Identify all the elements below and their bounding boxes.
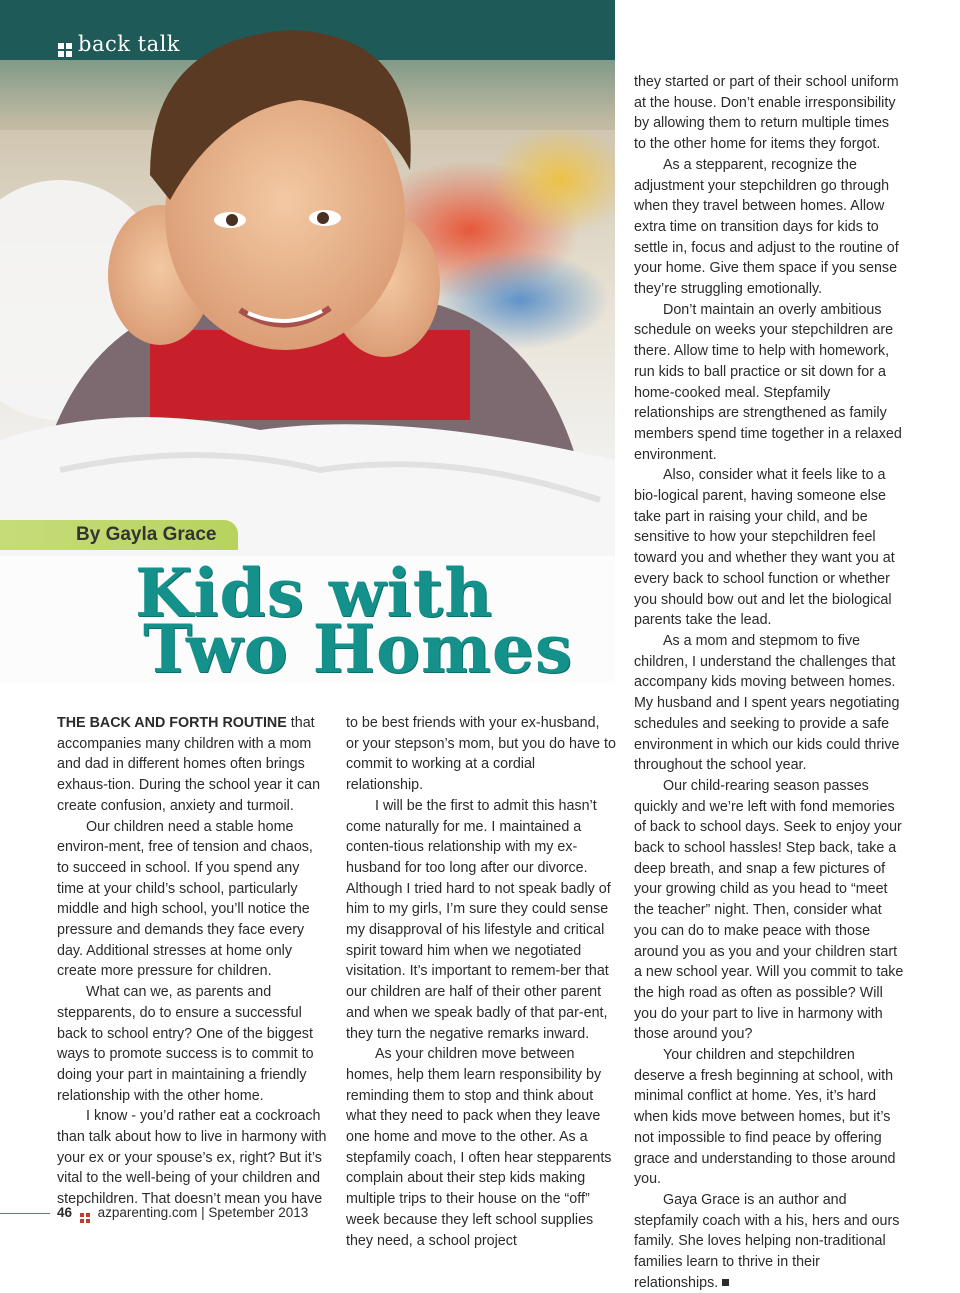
paragraph [57, 713, 327, 817]
paragraph: Our child-rearing season passes quickly and we’re left with fond memories of back to school days. Seek to enjoy your back to school hassles! Step back, take a deep breath, and snap a few pictures of your growing child as you head to “meet the teacher” night. Then, consider what you can do to make peace with those around you as you and your children start a new school year. Will you commit to take the high road as often as possible? Will you do your part to live in harmony with those around you? [634, 777, 904, 1043]
article-title-line-1: Kids with [135, 554, 494, 632]
end-mark-icon [722, 1279, 729, 1286]
paragraph-text: that accompanies many children with a mom and dad in different homes often brings exhaus-tion. During the school year it can create confusion, anxiety and turmoil. [57, 715, 321, 814]
page-footer [57, 1205, 308, 1223]
footer-separator: | [201, 1205, 205, 1220]
paragraph: Our children need a stable home environ-ment, free of tension and chaos, to succeed in school. If you spend any time at your child’s school, particularly middle and high school, you’ll notice the pressure and demands they face every day. Additional stresses at home only create more pressure for children. [57, 818, 313, 980]
paragraph: Also, consider what it feels like to a bio-logical parent, having someone else take part in raising your child, and be sensitive to how your stepchildren feel toward you and whether they want you at every back to school function or whether you should bow out and let the biological parents take the lead. [634, 467, 895, 629]
paragraph: As your children move between homes, help them learn responsibility by reminding them to stop and think about what they need to pack when they leave one home and move to the other. As a stepfamily coach, I often hear stepparents complain about their step kids making multiple trips to their house on the “off” week because they left school supplies they need, a school project [346, 1046, 612, 1249]
paragraph: As a stepparent, recognize the adjustment your stepchildren go through when they travel between homes. Allow extra time on transition days for kids to settle in, focus and adjust to the routine of your home. Give them space if you sense they’re struggling emotionally. [634, 156, 899, 298]
paragraph-text: Gaya Grace is an author and stepfamily coach with a his, hers and ours family. She loves helping non-traditional families learn to thrive in their relationships. [634, 1191, 900, 1291]
section-label [58, 32, 180, 57]
byline: By Gayla Grace [0, 520, 238, 550]
footer-rule [0, 1213, 50, 1214]
paragraph [634, 1190, 904, 1293]
article-column-3 [634, 72, 904, 1293]
paragraph: Your children and stepchildren deserve a fresh beginning at school, with minimal conflict at home. Yes, it’s hard when kids move between homes, but it’s not impossible to find peace by offering grace and understanding to those around you. [634, 1047, 896, 1188]
lead-in: THE BACK AND FORTH ROUTINE [57, 715, 287, 731]
dots-icon [58, 43, 72, 57]
paragraph: Don’t maintain an overly ambitious schedule on weeks your stepchildren are there. Allow time to help with homework, run kids to ball practice or sit down for a home-cooked meal. Stepfamily relationships are strengthened as family members spend time together in a relaxed environment. [634, 301, 902, 463]
article-title-line-2: Two Homes [143, 610, 574, 688]
footer-issue: Spetember 2013 [208, 1205, 309, 1220]
article-column-1 [57, 713, 327, 1210]
paragraph: As a mom and stepmom to five children, I understand the challenges that accompany kids moving between homes. My husband and I spent years negotiating schedules and seeking to provide a safe environment in which our kids could thrive throughout the school year. [634, 632, 900, 774]
dots-icon [80, 1213, 90, 1223]
paragraph: I will be the first to admit this hasn’t come naturally for me. I maintained a conten-tious relationship with my ex-husband for too long after our divorce. Although I tried hard to not speak badly of him to my girls, I’m sure they could sense my disapproval of his lifestyle and critical spirit toward him when we negotiated visitation. It’s important to remem-ber that our children are half of their other parent and when we speak badly of that par-ent, they turn the negative remarks inward. [346, 797, 611, 1042]
article-column-2 [346, 713, 616, 1251]
section-label-text: back talk [78, 32, 181, 56]
page-number: 46 [57, 1205, 73, 1220]
paragraph: I know - you’d rather eat a cockroach than talk about how to live in harmony with your ex or your spouse’s ex, right? But it’s vital to the well-being of your children and stepchildren. That doesn’t mean you have [57, 1108, 327, 1208]
footer-site: azparenting.com [97, 1205, 198, 1220]
paragraph: to be best friends with your ex-husband, or your stepson’s mom, but you do have to commit to working at a cordial relationship. [346, 715, 616, 794]
paragraph: they started or part of their school uniform at the house. Don’t enable irresponsibility by allowing them to return multiple times to the other home for items they forgot. [634, 74, 899, 153]
paragraph: What can we, as parents and stepparents, do to ensure a successful back to school entry? One of the biggest ways to promote success is to commit to doing your part in maintaining a friendly relationship with the other home. [57, 984, 314, 1104]
